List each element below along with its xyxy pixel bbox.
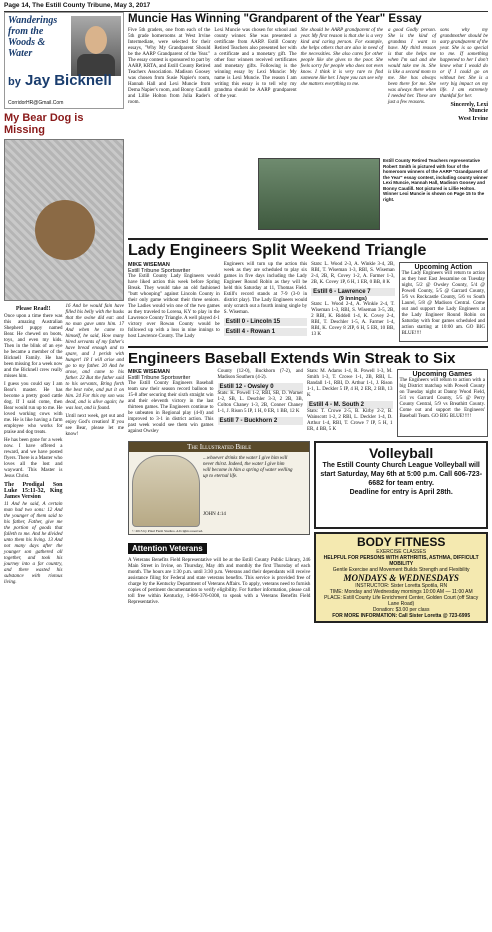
baseball-upcoming-title: Upcoming Games (412, 371, 472, 378)
author-email: CorridorHR@Gmail.Com (8, 100, 64, 106)
column-left (4, 12, 124, 930)
column-para-3: He has been gone for a week now. I have offered a reward, and we have posted flyers. There is a Master who loves all the lost and wayward. This Master is Jesus Christ. (4, 438, 63, 479)
baseball-col-1: The Estill County Engineers Baseball team saw their season record balloon to 15-8 after securing their sixth straight win and their eleventh victory in the last thirteen games. The Engineers continue to be unbeaten in Regional play (4-0) and improved to 3-1 in district action. This past week would see them win games against Owsley (128, 381, 214, 434)
lady-score-3: Estill 6 - Lawrence 7 (311, 288, 394, 296)
muncie-col-5: sons why my grandmother should be aarp grandparent of the year. She is so special to me. If something happened to her I don't know what I would do or if I could go on without her. She is a very big impact on my life. I am extremely thankful for her. (440, 28, 489, 99)
fitness-instructor: INSTRUCTOR: Sister Loretta Spotila, RN (355, 583, 448, 589)
verses-a: 11 And he said, A certain man had two sons: 12 And the younger of them said to his father, Father, give me the portion of goods that falleth to me. And he divided unto them his living. 13 And not many days after the younger son gathered all together, and took his journey into a far country, and there wasted his substance with riotous living. (4, 502, 63, 585)
masthead-author (8, 73, 112, 90)
baseball-score-1: Estill 12 - Owsley 0 (218, 383, 304, 391)
baseball-score-2: Estill 7 - Buckhorn 2 (218, 417, 304, 425)
muncie-col-4: a good Godly person. She is the kind of grandma I want to have. My third reason is that she helps me when I'm sad and she would take me in. She is like a second mom to me. She has always been there for me. She was always there when I needed her. These are just a few reasons. (388, 28, 436, 105)
bible-footer: © 2015 by Pixel Farm Studios. All rights reserved. (132, 529, 204, 533)
fitness-days: MONDAYS & WEDNESDAYS (343, 573, 459, 583)
verses-b: 16 And he would fain have filled his belly with the husks that the swine did eat: and no man gave unto him. 17 And when he came to himself, he said, How many hired servants of my father's have bread enough and to spare, and I perish with hunger! 18 I will arise and go to my father. 20 And he arose, and came to his father. 22 But the father said to his servants, Bring forth the best robe, and put it on him. 24 For this my son was dead, and is alive again; he was lost, and is found. (65, 304, 124, 411)
author-photo (71, 16, 121, 76)
fitness-sub2: HELPFUL FOR PERSONS WITH ARTHRITIS, ASTHMA, DIFFICULT MOBILITY (323, 555, 479, 567)
please-read: Please Read!! (15, 306, 51, 312)
masthead-title: Wanderings from the Woods & Water (8, 15, 58, 59)
bible-illustration (132, 455, 200, 527)
prodigal-title: The Prodigal Son Luke 15:11-32, King James Version (4, 482, 63, 500)
baseball-upcoming-text: The Engineers will return to action with a big District matchup with Powell County on Tuesday night at Danny Wood Field, 5/4 vs Garrard County, 5/5 @ Perry County Central, 5/9 vs Breathitt County. Come out and support the Engineers' Baseball Team. GO BIG BLUE!!!!! (399, 378, 485, 419)
volleyball-text-a: The Estill County Church League Volleyball will start Saturday, May 6th at 5:00 p.m. Call 606-723-6682 for team entry. (320, 462, 483, 487)
masthead-author-name: Jay Bicknell (25, 72, 112, 89)
muncie-signoff-b: West Irvine (458, 116, 488, 122)
bible-ad (128, 441, 310, 535)
muncie-col-3: She should be AARP grandparent of the year. My first reason is that she is a very kind and caring person. For example, she helps others that are also in need of the necessities. She also cares for other people like she gives to the poor. She feels sorry for people who does not even know. I think it is very rare to find someone like her. I hope you can see why she matters everything to me. (300, 28, 383, 87)
muncie-photo-block (258, 158, 488, 218)
column-para-2: I guess you could say I am Bear's master. He has become a pretty good cattle dog. If I said come, then Bear would run up to me. He loved working cows with me. He is like having a farm employee who works for praise and dog treats. (4, 382, 63, 435)
muncie-col-5-wrap (440, 28, 488, 124)
muncie-article (128, 28, 488, 228)
lady-col-2: Engineers will turn up the action this week as they are scheduled to play six games in five days including the Lady Engineer Round Robin as they will be held this Saturday at 11, Thomas Field. Estill's record stands at 7-9 (3-0 in district play). The Lady Engineers would only scratch out a fourth inning single by S. Wiseman. (223, 262, 308, 315)
column-masthead (4, 12, 124, 109)
muncie-headline: Muncie Has Winning "Grandparent of the Year" Essay (128, 13, 422, 25)
dog-photo (4, 139, 124, 301)
fitness-info: FOR MORE INFORMATION: Call Sister Loretta @ 723-6995 (332, 613, 471, 619)
baseball-upcoming-box (397, 369, 489, 437)
bottom-left-ads (128, 441, 310, 623)
bible-banner: The Illustrated Bible (129, 442, 309, 452)
column-closing: Until next week, get out and enjoy God's creation! If you see Bear, please let me know! (65, 414, 124, 437)
baseball-headline: Engineers Baseball Extends Win Streak to Six (128, 350, 456, 367)
bible-quote: ...whoever drinks the water I give him will never thirst. Indeed, the water I give him will become in him a spring of water welling up to eternal life. (203, 456, 293, 479)
bottom-right-ads (314, 441, 488, 623)
baseball-byline-role: Estill Tribune Sportswriter (128, 375, 191, 381)
fitness-place: PLACE: Estill County Life Enrichment Center, Golden Court (off Stacy Lane Road) (324, 595, 479, 607)
fitness-sub1: EXERCISE CLASSES (376, 549, 427, 555)
muncie-col-1: Five 5th graders, one from each of the 5th grade homerooms at West Irvine Intermediate, were selected for their essays, "Why My Grandparent Should be the AARP Grandparent of the Year." The essay contest is sponsored to part by AARP, KRTA, and Estill County Retired Teachers Association. Madison Goosey was chosen from Susie Napier's room, Hannah Hall and Lexi Muncie from Dema Napier's room, and Bonny Caudill and Lillie Holton from Julia Rader's room. (128, 28, 211, 105)
lady-score-2: Estill 4 - Rowan 1 (224, 328, 307, 336)
lady-col-1: The Estill County Lady Engineers would have liked action this week before Spring Break. They would take an old fashioned "butt whooping" against Lincoln County in their only game without their three seniors. The Ladies would win one of the two games as they traveled to Lorena, KY to play in the Lawrence County Triangle. A well played 4-1 victory over Rowan County would be followed up with a loss in nine innings to host Lawrence County. The Lady (128, 274, 220, 339)
baseball-col-2b: Stats: K. Powell 1-2, RBI, SB, D. Warner 1-2, SB, L. Deschler 3-3, 2 2B, 3B, Colton Chaney 1-3, 2B, Conner Chaney 1-1, J. Rison 5 IP, 1 H, 0 ER, 1 BB, 12 K (217, 391, 303, 414)
right-area (128, 12, 488, 623)
column-body (4, 304, 124, 588)
veterans-text: A Veterans Benefits Field Representative will be at the Estill County Public Library, 246 Main Street in Irvine, on Thursday, May 4th and monthly the first Thursday of each month. The hours are 1:30 p.m. until 3:30 p.m. Veterans and their dependants will receive assistance filing for Federal and state veterans benefits. This service is provided free of charge by the Kentucky Department of Veterans Affairs. To apply, veterans need to furnish copies of pertinent documentation to verify eligibility. For further information, please call toll free within Kentucky, 1-866-376-0308, to speak with a Veterans Benefits Field Representative. (128, 558, 311, 605)
fitness-donation: Donation: $3.00 per class (372, 607, 430, 613)
lady-col-3b: Stats: L. Wood 2-4, A. Winkle 2-4, T. Wiseman 1-3, RBI, S. Wiseman 3-5, 2B, 2 RBI, K. Riddell 1-4, K. Covey 2-4, RBI, T. Deschler 1-5, A. Farmer 1-4, RBI, K. Covey 8 2IP, 6 H, 5 ER, 10 BB, 13 K (311, 302, 395, 337)
muncie-signoff-a: Sincerely, Lexi Muncie (450, 102, 488, 114)
winners-photo (258, 158, 380, 230)
baseball-col-2: County (12-0), Buckhorn (7-2), and Madison Southern (4-2). (217, 369, 303, 380)
baseball-col-3a: Stats: M. Adams 1-4, R. Powell 1-3, M. Smith 1-3, T. Crowe 1-1, 2B, RBI, L. Randall 1-1, RBI, D. Arthur 1-1, J. Rison 1-1, L. Deckler 5 IP, 4 H, 2 ER, 2 BB, 13 K (307, 369, 393, 398)
lady-score-3-sub: (9 innings) (338, 296, 367, 302)
lady-headline: Lady Engineers Split Weekend Triangle (128, 242, 427, 259)
veterans-notice (128, 538, 310, 606)
lady-col-3a: Stats: L. Wood 2-3, A. Winkle 3-4, 2B, RBI, T. Wiseman 1-3, RBI, S. Wiseman 2-4, 2B, R, Covey 1-2, A. Farmer 1-3, 2B, K. Covey 1P, 6 H, 1 ER, 0 BB, 8 K (311, 262, 395, 285)
lady-section (128, 238, 488, 342)
fitness-ad (314, 532, 488, 623)
page-header: Page 14, The Estill County Tribune, May 3, 2017 (4, 2, 488, 12)
fitness-sub3: Gentle Exercise and Movement Builds Strength and Flexibility (332, 567, 470, 573)
fitness-time: TIME: Monday and Wednesday mornings 10:00 AM — 11:00 AM (329, 589, 473, 595)
bible-ref: JOHN 4:14 (203, 512, 226, 517)
lady-score-1: Estill 0 - Lincoln 15 (224, 318, 307, 326)
lady-upcoming-text: The Lady Engineers will return to action as they host East Jessamine on Tuesday night, 5/2 @ Owsley County, 5/4 @ Powell County, 5/5 @ Garrard County, 5/6 vs Rockcastle County, 5/6 vs South Laurel, 5/8 @ Madison Central. Come out and support the Lady Engineers at the Lady Engineer Round Robin on Saturday with four games scheduled and action starting at 10:00 am. GO BIG BLUE!!!! (401, 271, 486, 336)
volleyball-text-b: Deadline for entry is April 28th. (349, 489, 453, 496)
lady-byline-role: Estill Tribune Sportswriter (128, 268, 191, 274)
column-para-1: Once upon a time there was this amazing Australian Shepherd puppy named Bear. He chewed on boots, toys, and even my kids. Then in the blink of an eye he became a member of the Bicknell Family. He has been missing for a week now and the Bicknell crew really misses him. (4, 314, 63, 379)
lady-upcoming-title: Upcoming Action (414, 264, 473, 271)
fitness-title: BODY FITNESS (356, 535, 446, 549)
muncie-caption: Estill County Retired Teachers representative Robert Smith is pictured with four of the homeroom winners of the AARP "Grandparent of the Year" essay contest, including county winner Lexi Muncie, Hannah Hall, Madison Goosey and Bonny Caudill. Not pictured is Lillie Holton. Winner Lexi Muncie is shown on Page 15 to the right. (383, 158, 488, 202)
veterans-title: Attention Veterans (128, 543, 207, 554)
baseball-section (128, 346, 488, 437)
masthead-by: by (8, 76, 21, 88)
volleyball-ad (314, 441, 488, 529)
baseball-col-3b: Stats: T. Crowe 2-5, B. Kirby 2-2, B. Wainscott 1-2, 2 RBI, L. Deckler 1-4, D. Arthur 1-4, RBI, T. Crowe 7 IP, 5 H, 1 ER, 4 BB, 5 K (307, 409, 393, 432)
lady-byline-name: MIKE WISEMAN (128, 262, 170, 268)
baseball-score-3: Estill 4 - M. South 2 (307, 401, 393, 409)
column-headline: My Bear Dog is Missing (4, 112, 84, 136)
muncie-col-2: Lexi Muncie was chosen for school and county winner. She was presented a certificate from AARP. Estill County Retired Teachers also presented her with a certificate and a monetary gift. The other four winners received certificates and monetary gifts. Following is the winning essay by Lexi Muncie: My name is Lexi Muncie. The reason I am writing this essay is to tell why my grandma should be AARP grandparent of the year. (214, 28, 297, 99)
volleyball-title: Volleyball (369, 445, 434, 461)
baseball-byline-name: MIKE WISEMAN (128, 369, 170, 375)
lady-upcoming-box (399, 262, 488, 342)
